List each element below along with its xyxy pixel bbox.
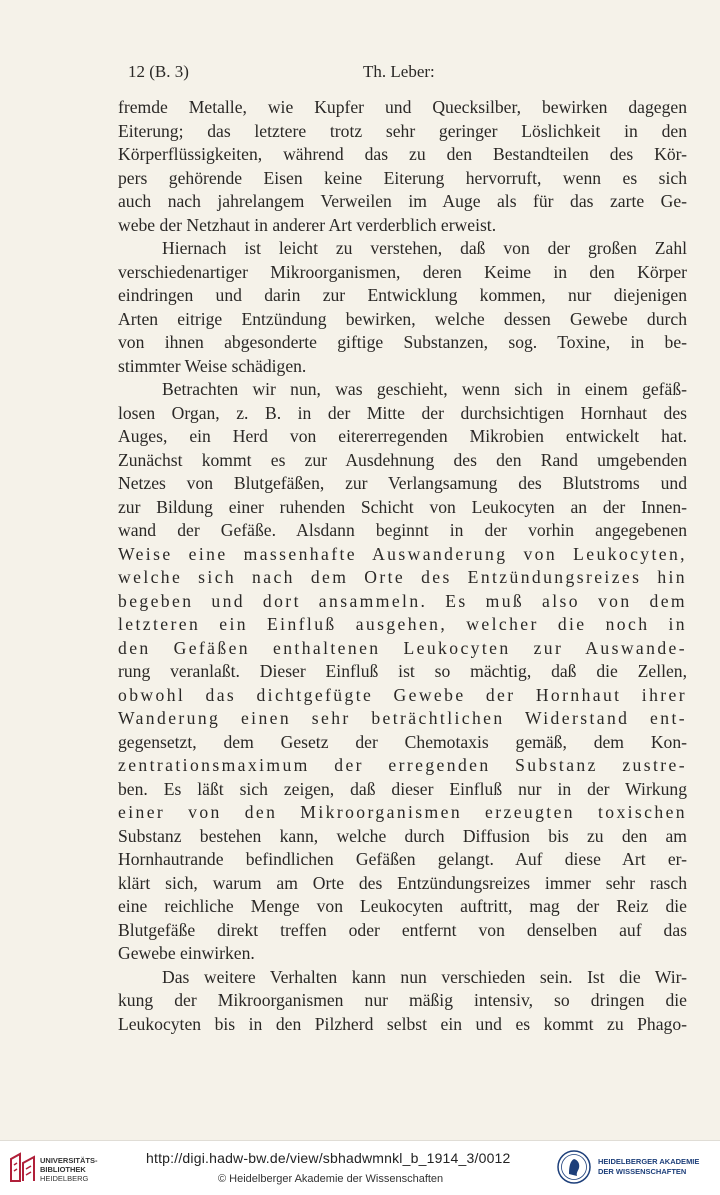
library-name-line: HEIDELBERG xyxy=(40,1174,89,1183)
text-line: zentrationsmaximum der erregenden Substanz zustre- xyxy=(118,755,687,775)
text-line: kung der Mikroorganismen nur mäßig intensiv, so dringen die xyxy=(118,990,687,1010)
academy-name-line: DER WISSENSCHAFTEN xyxy=(598,1167,687,1176)
text-line: stimmter Weise schädigen. xyxy=(118,355,307,376)
text-line: einer von den Mikroorganismen erzeugten toxischen xyxy=(118,802,687,822)
text-line: webe der Netzhaut in anderer Art verderblich erweist. xyxy=(118,214,497,235)
text-line: Leukocyten bis in den Pilzherd selbst ein und es kommt zu Phago- xyxy=(118,1013,687,1034)
university-library-name xyxy=(40,1156,98,1183)
text-line: Auges, ein Herd von eitererregenden Mikrobien entwickelt hat. xyxy=(118,426,687,446)
academy-seal-icon xyxy=(556,1149,592,1185)
text-line: pers gehörende Eisen keine Eiterung hervorruft, wenn es sich xyxy=(118,167,687,188)
text-line: fremde Metalle, wie Kupfer und Quecksilber, bewirken dagegen xyxy=(118,97,687,117)
text-line: Blutgefäße direkt treffen oder entfernt von denselben auf das xyxy=(118,919,687,940)
text-line: zur Bildung einer ruhenden Schicht von Leukocyten an der Innen- xyxy=(118,496,687,517)
text-line: obwohl das dichtgefügte Gewebe der Hornhaut ihrer xyxy=(118,684,687,705)
text-line: losen Organ, z. B. in der Mitte der durchsichtigen Hornhaut des xyxy=(118,402,687,423)
text-line: Hiernach ist leicht zu verstehen, daß von der großen Zahl xyxy=(162,238,687,258)
text-line: Gewebe einwirken. xyxy=(118,943,255,963)
text-line: welche sich nach dem Orte des Entzündungsreizes hin xyxy=(118,567,687,587)
text-line: Netzes von Blutgefäßen, zur Verlangsamung des Blutstroms und xyxy=(118,473,687,493)
text-line: auch nach jahrelangem Verweilen im Auge als für das zarte Ge- xyxy=(118,191,687,211)
copyright-notice: © Heidelberger Akademie der Wissenschaften xyxy=(218,1173,444,1185)
text-line: eindringen und darin zur Entwicklung kommen, nur diejenigen xyxy=(118,285,687,305)
text-line: Eiterung; das letztere trotz sehr geringer Löslichkeit in den xyxy=(118,120,687,141)
page-number: 12 (B. 3) xyxy=(128,62,189,81)
text-line: Zunächst kommt es zur Ausdehnung des den Rand umgebenden xyxy=(118,449,687,470)
text-line: Arten eitrige Entzündung bewirken, welche dessen Gewebe durch xyxy=(118,308,687,329)
text-line: verschiedenartiger Mikroorganismen, deren Keime in den Körper xyxy=(118,261,687,282)
running-head: Th. Leber: xyxy=(363,62,435,81)
text-line: gegensetzt, dem Gesetz der Chemotaxis gemäß, dem Kon- xyxy=(118,731,687,752)
text-line: den Gefäßen enthaltenen Leukocyten zur Auswande- xyxy=(118,637,687,658)
text-line: Wanderung einen sehr beträchtlichen Widerstand ent- xyxy=(118,708,687,728)
text-line: letzteren ein Einfluß ausgehen, welcher die noch in xyxy=(118,614,687,634)
footer-bar xyxy=(0,1140,720,1195)
document-url-link[interactable]: http://digi.hadw-bw.de/view/sbhadwmnkl_b_1914_3/0012 xyxy=(146,1150,511,1166)
text-line: Substanz bestehen kann, welche durch Diffusion bis zu den am xyxy=(118,825,687,846)
text-line: wand der Gefäße. Alsdann beginnt in der vorhin angegebenen xyxy=(118,520,687,540)
text-line: klärt sich, warum am Orte des Entzündungsreizes immer sehr rasch xyxy=(118,872,687,893)
library-name-line: BIBLIOTHEK xyxy=(40,1165,86,1174)
text-line: Hornhautrande befindlichen Gefäßen gelangt. Auf diese Art er- xyxy=(118,849,687,869)
text-line: ben. Es läßt sich zeigen, daß dieser Einfluß nur in der Wirkung xyxy=(118,778,687,799)
text-line: rung veranlaßt. Dieser Einfluß ist so mächtig, daß die Zellen, xyxy=(118,661,687,681)
library-name-line: UNIVERSITÄTS- xyxy=(40,1156,98,1165)
text-line: Das weitere Verhalten kann nun verschieden sein. Ist die Wir- xyxy=(162,966,687,987)
academy-name-line: HEIDELBERGER AKADEMIE xyxy=(598,1157,700,1166)
academy-name xyxy=(598,1157,699,1177)
text-line: eine reichliche Menge von Leukocyten auftritt, mag der Reiz die xyxy=(118,896,687,916)
text-line: Betrachten wir nun, was geschieht, wenn sich in einem gefäß- xyxy=(162,379,687,399)
page-header xyxy=(128,62,586,88)
text-line: von ihnen abgesonderte giftige Substanzen, sog. Toxine, in be- xyxy=(118,332,687,352)
text-line: Weise eine massenhafte Auswanderung von Leukocyten, xyxy=(118,543,687,564)
text-line: Körperflüssigkeiten, während das zu den Bestandteilen des Kör- xyxy=(118,144,687,164)
university-library-logo-icon xyxy=(8,1151,38,1185)
body-text xyxy=(118,96,687,1036)
text-line: begeben und dort ansammeln. Es muß also von dem xyxy=(118,590,687,611)
